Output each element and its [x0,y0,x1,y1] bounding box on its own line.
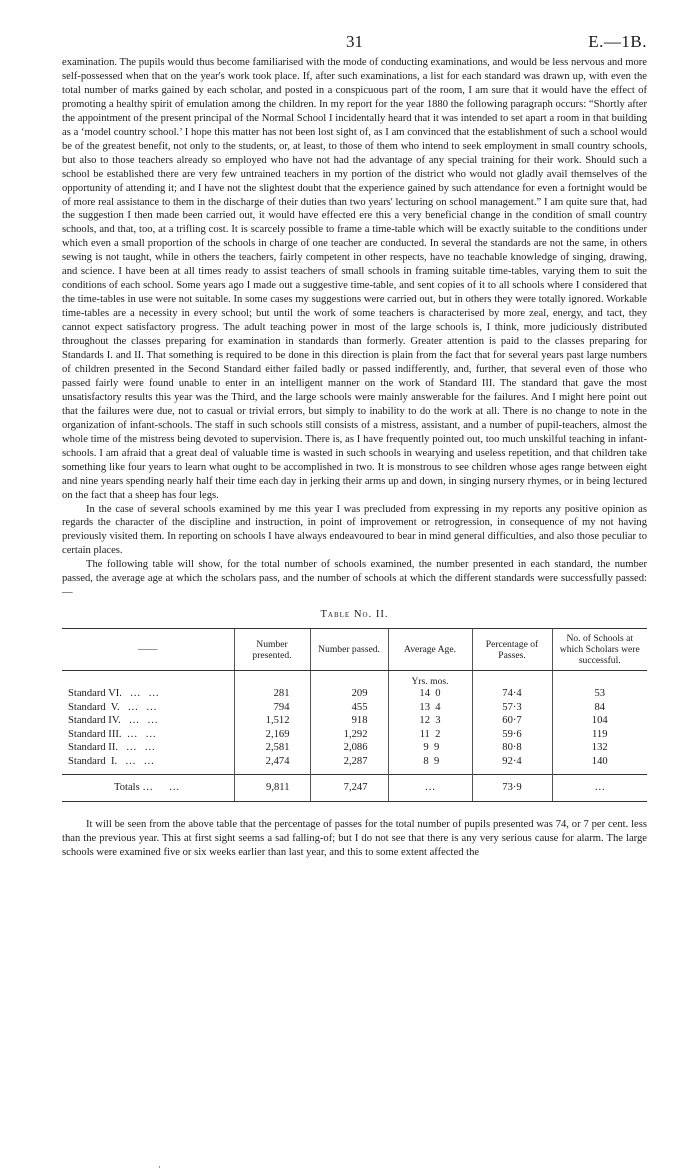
cell-age: 11 2 [388,728,472,742]
header-schools: No. of Schools at which Scholars were successful. [552,629,647,671]
totals-row [62,775,647,802]
cell-schools: 119 [552,728,647,742]
header-average-age: Average Age. [388,629,472,671]
units-row [62,671,647,688]
body-text [62,56,647,600]
cell-presented: 2,581 [234,741,310,755]
table-header-row [62,629,647,671]
cell-percentage: 92·4 [472,755,552,775]
cell-age: 8 9 [388,755,472,775]
cell-schools: 84 [552,701,647,715]
cell-age: 13 4 [388,701,472,715]
cell-schools: 140 [552,755,647,775]
table-row [62,701,647,715]
standards-table [62,628,647,802]
paragraph: examination. The pupils would thus become familiarised with the mode of conducting examinations, and would be less nervous and more self-possessed when that on the year's work took place. If, after such examinations, a list for each standard was drawn up, with even the total number of marks gained by each scholar, and posted in a conspicuous part of the room, I am sure that it would have the effect of promoting a healthy spirit of emulation among the children. In my report for the year 1880 the following paragraph occurs: “Shortly after the appointment of the present principal of the Normal School I incidentally heard that it was intended to set apart a room in that building as a ‘model country school.’ I hope this matter has not been lost sight of, as I am convinced that the establishment of such a school would be of the greatest benefit, not only to the students, or, at least, to those of them who intend to seek employment in small country schools, but also to those teachers already so employed who have not had the advantage of any special training for their work. Should such a school be established there are very few untrained teachers in my portion of the district who would not gladly avail themselves of the opportunity of attending it; and I have not the slightest doubt that the experience gained by such attendance for even a fortnight would be of more real assistance to them in the discharge of their duties than two years' lecturing on school management.” I am quite sure that, had the suggestion I then made been carried out, it would have effected ere this a very beneficial change in the condition of small country schools, and that, too, at a trifling cost. It is scarcely possible to frame a time-table which will be exactly suitable to the conditions under which even a small proportion of the schools in charge of one teacher are conducted. In several the standards are not the same, in others sewing is not taught, while in others the teachers, fairly competent in other respects, have no teachable knowledge of singing, drawing, and science. I have been at all times ready to assist teachers of small schools in framing suitable time-tables, varying them to suit the conditions of each school. Some years ago I made out a suggestive time-table, and sent copies of it to all schools where I considered that the time-tables in use were not suitable. In some cases my suggestions were carried out, but in others they were totally ignored. Workable time-tables are a necessity in every school; but until the work of some teachers is characterised by more zeal, energy, and tact, they cannot expect satisfactory progress. The adult teaching power in most of the large schools is, I think, more judiciously distributed throughout the classes preparing for examination in standards than formerly. Greater attention is paid to the classes preparing for Standards I. and II. That something is required to be done in this direction is plain from the fact that for several years past large numbers of children presented in the Second Standard either failed badly or passed indifferently, and, further, that several even of those who passed fairly were found unable to enter in an intelligent manner on the work of Standard III. The standard that gave the most unsatisfactory results this year was the Third, and the large schools were mainly answerable for the failures. And I might here point out that the failures were due, not to casual or trivial errors, but simply to inability to do the work at all. There is no change to note in the organization of infant-schools. The staff in such schools still consists of a mistress, assistant, and a number of pupil-teachers, almost the whole time of the mistress being devoted to supervision. There is, as I have frequently pointed out, too much unskilful teaching in infant-schools. I am afraid that a great deal of valuable time is wasted in such schools in wearying and useless repetition, and that children take something like four years to learn what ought to be accomplished in two. It is monstrous to see children whose ages range between eight and nine years spending nearly half their time each day in jerking their arms up and down, in singing nursery rhymes, or in being lectured on the fact that a sheep has four legs. [62,57,647,501]
cell-age: 12 3 [388,714,472,728]
document-page [62,30,647,860]
cell-percentage: 60·7 [472,714,552,728]
cell-presented: 281 [234,687,310,701]
body-text-after-table [62,818,647,860]
cell-age: 9 9 [388,741,472,755]
cell-percentage: 57·3 [472,701,552,715]
header-presented: Number presented. [234,629,310,671]
header-passed: Number passed. [310,629,388,671]
cell-schools: 104 [552,714,647,728]
row-label: Standard IV. … … [68,715,158,727]
cell-presented: 794 [234,701,310,715]
cell-passed: 2,287 [310,755,388,775]
cell-schools: 132 [552,741,647,755]
cell-presented: 1,512 [234,714,310,728]
cell-passed: 918 [310,714,388,728]
table-row [62,755,647,775]
header-percentage: Percentage of Passes. [472,629,552,671]
page-number: 31 [346,32,363,51]
table-row [62,741,647,755]
page-header [62,30,647,56]
cell-percentage: 74·4 [472,687,552,701]
total-schools: … [552,775,647,802]
row-label: Standard I. … … [68,755,155,767]
cell-percentage: 80·8 [472,741,552,755]
cell-schools: 53 [552,687,647,701]
cell-passed: 209 [310,687,388,701]
total-passed: 7,247 [310,775,388,802]
cell-passed: 1,292 [310,728,388,742]
paragraph: In the case of several schools examined by me this year I was precluded from expressing in my reports any positive opinion as regards the character of the discipline and instruction, in point of improvement or retrogression, in consequence of my not having previously visited them. In reporting on schools I have always endeavoured to bear in mind general difficulties, and also those peculiar to certain places. [62,503,647,557]
table-caption: Table No. II. [320,609,389,621]
total-presented: 9,811 [234,775,310,802]
row-label: Standard VI. … … [68,688,160,700]
cell-presented: 2,169 [234,728,310,742]
table-row [62,687,647,701]
cell-passed: 2,086 [310,741,388,755]
total-age: … [388,775,472,802]
cell-presented: 2,474 [234,755,310,775]
row-label: Standard III. … … [68,728,156,740]
row-label: Standard V. … … [68,701,157,713]
footer-mark: · [158,1162,161,1172]
paragraph: It will be seen from the above table that the percentage of passes for the total number of pupils presented was 74, or 7 per cent. less than the previous year. This at first sight seems a sad falling-of; but I do not see that there is any very serious cause for alarm. The large schools were examined five or six weeks earlier than last year, and this to some extent affected the [62,818,647,858]
row-label: Standard II. … … [68,742,156,754]
cell-passed: 455 [310,701,388,715]
paragraph: The following table will show, for the total number of schools examined, the number presented in each standard, the number passed, the average age at which the scholars pass, and the number of schools at which the different standards were successfully passed:— [62,559,647,599]
cell-percentage: 59·6 [472,728,552,742]
age-units: Yrs. mos. [388,671,472,688]
totals-label: Totals … … [62,775,234,802]
total-percentage: 73·9 [472,775,552,802]
header-blank: —— [62,629,234,671]
cell-age: 14 0 [388,687,472,701]
document-reference: E.—1B. [588,32,647,51]
table-row [62,714,647,728]
table-row [62,728,647,742]
